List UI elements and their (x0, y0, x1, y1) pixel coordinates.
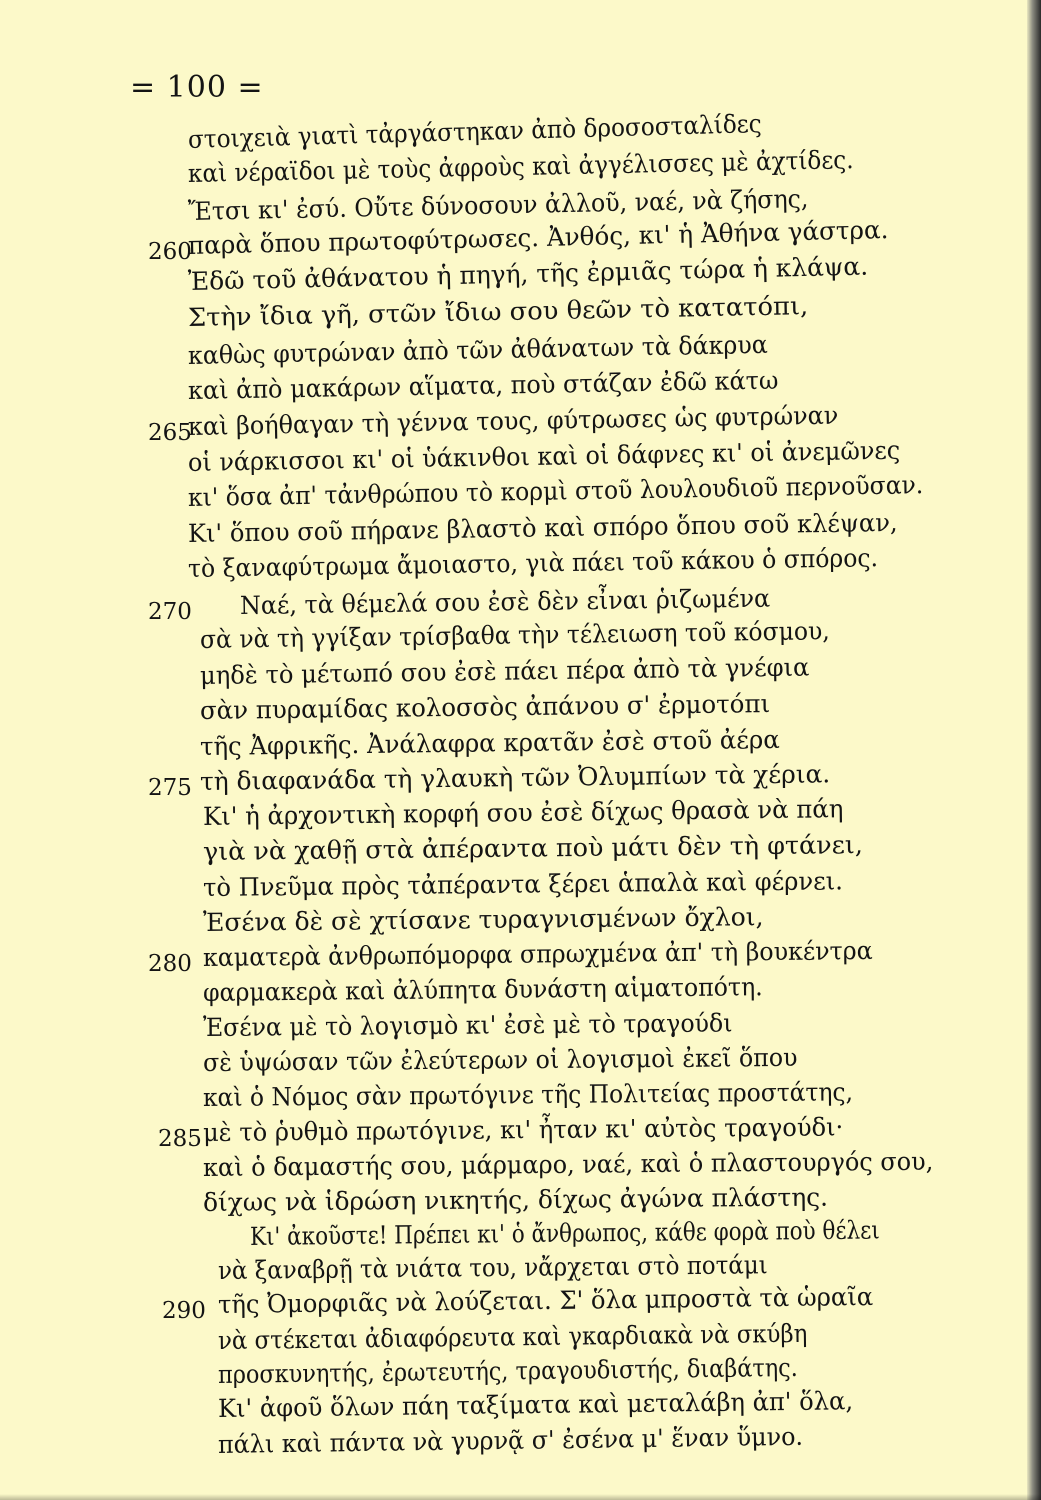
poem-line: σὲ ὑψώσαν τῶν ἐλεύτερων οἱ λογισμοὶ ἐκεῖ ὅπου (202, 1042, 798, 1077)
poem-line: μὲ τὸ ῥυθμὸ πρωτόγινε, κι' ἦταν κι' αὐτὸς τραγούδι· (202, 1112, 844, 1147)
poem-line: οἱ νάρκισσοι κι' οἱ ὑάκινθοι καὶ οἱ δάφνες κι' οἱ ἀνεμῶνες (187, 435, 901, 477)
poem-line: καὶ ἀπὸ μακάρων αἵματα, ποὺ στάζαν ἐδῶ κάτω (187, 365, 779, 405)
scan-bottom-shadow (0, 1494, 1041, 1500)
poem-line: Κι' ἡ ἀρχοντικὴ κορφή σου ἐσὲ δίχως θρασὰ νὰ πάη (202, 794, 844, 831)
poem-line: καὶ ὁ δαμαστής σου, μάρμαρο, ναέ, καὶ ὁ πλαστουργός σου, (202, 1146, 934, 1182)
poem-line: προσκυνητής, ἐρωτευτής, τραγουδιστής, διαβάτης. (217, 1352, 799, 1389)
poem-line: νὰ ξαναβρῇ τὰ νιάτα του, νἄρχεται στὸ ποτάμι (217, 1250, 768, 1285)
poem-line: καὶ ὁ Νόμος σὰν πρωτόγινε τῆς Πολιτείας προστάτης, (202, 1077, 854, 1112)
poem-line: παρὰ ὅπου πρωτοφύτρωσες. Ἀνθός, κι' ἡ Ἀθήνα γάστρα. (187, 215, 889, 260)
scan-edge-shadow (1027, 0, 1041, 1500)
poem-line: σὰ νὰ τὴ γγίξαν τρίσβαθα τὴν τέλειωση τοῦ κόσμου, (199, 616, 830, 654)
poem-line: Ἔτσι κι' ἐσύ. Οὔτε δύνοσουν ἀλλοῦ, ναέ, νὰ ζήσης, (187, 184, 809, 226)
line-number: 280 (148, 951, 192, 977)
poem-line: Ἐσένα μὲ τὸ λογισμὸ κι' ἐσὲ μὲ τὸ τραγούδι (202, 1008, 733, 1042)
poem-line: νὰ στέκεται ἀδιαφόρευτα καὶ γκαρδιακὰ νὰ σκύβη (217, 1318, 808, 1355)
poem-line: τῆς Ὀμορφιᾶς νὰ λούζεται. Σ' ὅλα μπροστὰ τὰ ὡραῖα (217, 1281, 874, 1319)
poem-line: τὴ διαφανάδα τὴ γλαυκὴ τῶν Ὀλυμπίων τὰ χέρια. (199, 759, 831, 796)
line-number: 260 (148, 239, 192, 265)
poem-line: φαρμακερὰ καὶ ἀλύπητα δυνάστη αἱματοπότη. (202, 972, 763, 1007)
poem-line: Στὴν ἴδια γῆ, στῶν ἴδιω σου θεῶν τὸ κατατόπι, (187, 291, 809, 332)
poem-line: γιὰ νὰ χαθῇ στὰ ἀπέραντα ποὺ μάτι δὲν τὴ φτάνει, (202, 830, 864, 866)
poem-line: στοιχειὰ γιατὶ τἀργάστηκαν ἀπὸ δροσοσταλίδες (187, 108, 763, 154)
poem-line: σὰν πυραμίδας κολοσσὸς ἀπάνου σ' ἐρμοτόπι (199, 689, 771, 725)
poem-line: δίχως νὰ ἱδρώση νικητής, δίχως ἀγώνα πλάστης. (202, 1182, 829, 1217)
poem-line: τὸ Πνεῦμα πρὸς τἀπέραντα ξέρει ἁπαλὰ καὶ φέρνει. (202, 866, 843, 902)
poem-line: Κι' ἀφοῦ ὅλων πάη ταξίματα καὶ μεταλάβη ἀπ' ὅλα, (217, 1386, 854, 1423)
poem-line: καματερὰ ἀνθρωπόμορφα σπρωχμένα ἀπ' τὴ βουκέντρα (202, 935, 873, 972)
poem-line: καθὼς φυτρώναν ἀπὸ τῶν ἀθάνατων τὰ δάκρυα (187, 329, 769, 370)
line-number: 270 (148, 599, 192, 625)
poem-line: Κι' ὅπου σοῦ πήρανε βλαστὸ καὶ σπόρο ὅπου σοῦ κλέψαν, (187, 507, 898, 548)
poem-line: κι' ὅσα ἀπ' τἀνθρώπου τὸ κορμὶ στοῦ λουλουδιοῦ περνοῦσαν. (187, 470, 924, 512)
poem-line: Ναέ, τὰ θέμελά σου ἐσὲ δὲν εἶναι ῥιζωμένα (239, 583, 771, 620)
poem-line: τὸ ξαναφύτρωμα ἄμοιαστο, γιὰ πάει τοῦ κάκου ὁ σπόρος. (187, 543, 879, 583)
poem-line: μηδὲ τὸ μέτωπό σου ἐσὲ πάει πέρα ἀπὸ τὰ γνέφια (199, 652, 810, 690)
line-number: 275 (148, 775, 192, 801)
poem-line: Κι' ἀκοῦστε! Πρέπει κι' ὁ ἄνθρωπος, κάθε φορὰ ποὺ θέλει (249, 1215, 880, 1251)
page-number-header: = 100 = (130, 70, 264, 105)
poem-line: τῆς Ἀφρικῆς. Ἀνάλαφρα κρατᾶν ἐσὲ στοῦ ἀέρα (199, 724, 780, 761)
poem-line: καὶ νέραϊδοι μὲ τοὺς ἀφροὺς καὶ ἀγγέλισσες μὲ ἀχτίδες. (187, 145, 854, 188)
poem-line: Ἐσένα δὲ σὲ χτίσανε τυραγνισμένων ὄχλοι, (202, 902, 764, 937)
line-number: 285 (158, 1126, 202, 1152)
poem-line: πάλι καὶ πάντα νὰ γυρνᾷ σ' ἐσένα μ' ἕναν ὕμνο. (217, 1421, 804, 1459)
poem-line: Ἐδῶ τοῦ ἀθάνατου ἡ πηγή, τῆς ἐρμιᾶς τώρα ἡ κλάψα. (187, 251, 869, 296)
line-number: 265 (148, 420, 192, 446)
poem-line: καὶ βοήθαγαν τὴ γέννα τους, φύτρωσες ὡς φυτρώναν (187, 400, 839, 441)
line-number: 290 (162, 1298, 206, 1324)
